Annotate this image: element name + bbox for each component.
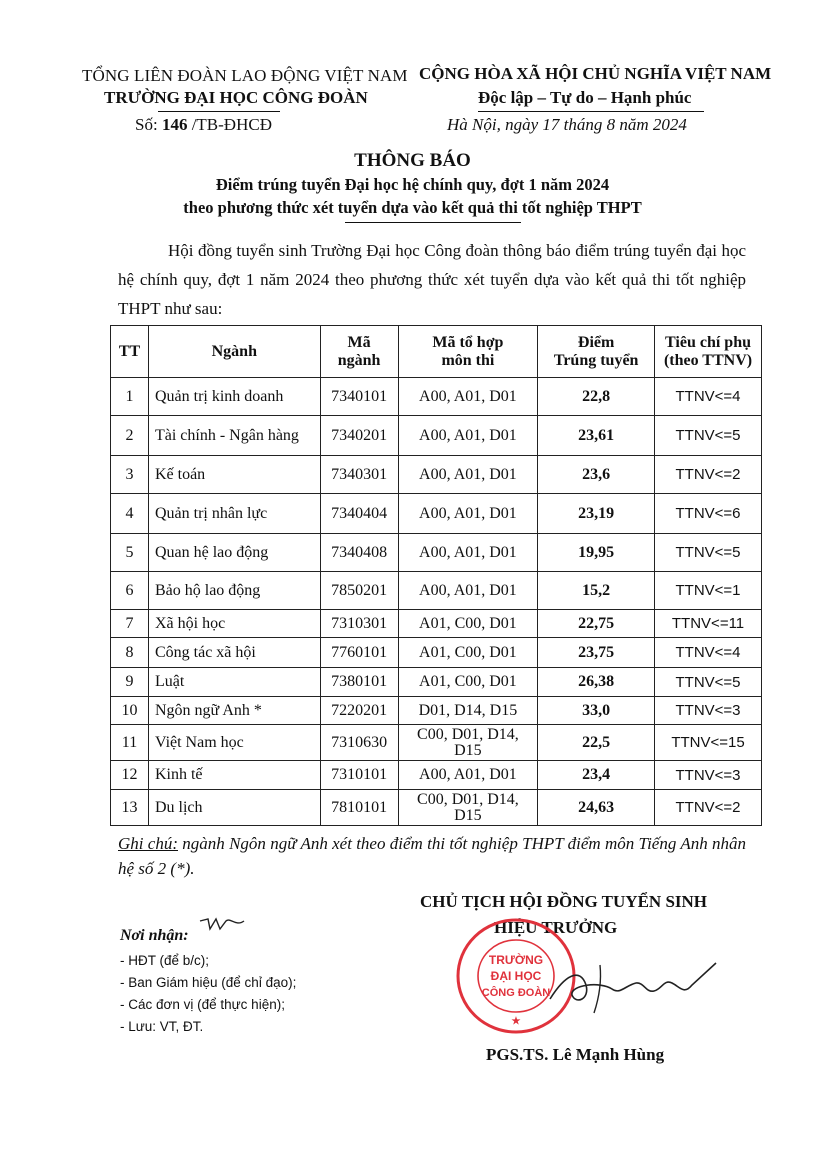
cell-tt: 10 bbox=[111, 697, 149, 725]
table-row bbox=[111, 761, 762, 790]
table-row bbox=[111, 697, 762, 725]
cell-score: 23,75 bbox=[538, 638, 655, 668]
cell-tt: 9 bbox=[111, 668, 149, 697]
cell-score: 22,75 bbox=[538, 610, 655, 638]
document-number-value: 146 bbox=[161, 115, 188, 134]
intro-paragraph: Hội đồng tuyển sinh Trường Đại học Công đoàn thông báo điểm trúng tuyển đại học hệ chính quy, đợt 1 năm 2024 theo phương thức xét tuyển dựa vào kết quả thi tốt nghiệp THPT như sau: bbox=[118, 241, 746, 318]
footnote-label: Ghi chú: bbox=[118, 834, 178, 853]
svg-text:TRƯỜNG: TRƯỜNG bbox=[488, 953, 544, 967]
cell-score: 22,5 bbox=[538, 725, 655, 761]
cell-criteria: TTNV<=5 bbox=[655, 668, 762, 697]
recipient-item: - Lưu: VT, ĐT. bbox=[120, 1019, 204, 1034]
svg-text:CÔNG ĐOÀN: CÔNG ĐOÀN bbox=[481, 987, 551, 999]
cell-tt: 2 bbox=[111, 416, 149, 456]
cell-criteria: TTNV<=5 bbox=[655, 416, 762, 456]
recipients-label: Nơi nhận: bbox=[120, 927, 189, 944]
cell-code: 7340404 bbox=[320, 494, 398, 534]
cell-criteria: TTNV<=2 bbox=[655, 456, 762, 494]
table-row bbox=[111, 725, 762, 761]
header-score bbox=[538, 326, 655, 378]
document-number bbox=[135, 115, 272, 135]
cell-score: 23,61 bbox=[538, 416, 655, 456]
cell-score: 19,95 bbox=[538, 534, 655, 572]
header-criteria-line2: (theo TTNV) bbox=[663, 351, 753, 369]
chair-title: CHỦ TỊCH HỘI ĐỒNG TUYỂN SINH bbox=[420, 892, 708, 911]
cell-code: 7310630 bbox=[320, 725, 398, 761]
cell-criteria: TTNV<=6 bbox=[655, 494, 762, 534]
cell-tt: 6 bbox=[111, 572, 149, 610]
svg-text:ĐẠI HỌC: ĐẠI HỌC bbox=[490, 969, 542, 983]
cell-combo: A00, A01, D01 bbox=[398, 416, 538, 456]
cell-tt: 5 bbox=[111, 534, 149, 572]
cell-tt: 12 bbox=[111, 761, 149, 790]
header-combo bbox=[398, 326, 538, 378]
cell-major: Xã hội học bbox=[148, 610, 320, 638]
cell-major: Việt Nam học bbox=[148, 725, 320, 761]
cell-code: 7310301 bbox=[320, 610, 398, 638]
cell-criteria: TTNV<=11 bbox=[655, 610, 762, 638]
table-header-row bbox=[111, 326, 762, 378]
cell-code: 7850201 bbox=[320, 572, 398, 610]
header-criteria-line1: Tiêu chí phụ bbox=[665, 333, 751, 351]
recipient-item: - Ban Giám hiệu (để chỉ đạo); bbox=[120, 975, 297, 990]
recipient-item: - Các đơn vị (để thực hiện); bbox=[120, 997, 285, 1012]
cell-major: Ngôn ngữ Anh * bbox=[148, 697, 320, 725]
initials-mark bbox=[198, 913, 246, 935]
cell-combo: A01, C00, D01 bbox=[398, 610, 538, 638]
title-underline bbox=[345, 222, 521, 223]
school-underline bbox=[158, 111, 280, 112]
cell-combo: A00, A01, D01 bbox=[398, 456, 538, 494]
header-score-line1: Điểm bbox=[577, 333, 615, 351]
table-body bbox=[111, 378, 762, 826]
cell-combo: A00, A01, D01 bbox=[398, 494, 538, 534]
cell-score: 15,2 bbox=[538, 572, 655, 610]
document-date: Hà Nội, ngày 17 tháng 8 năm 2024 bbox=[447, 115, 687, 134]
cell-score: 22,8 bbox=[538, 378, 655, 416]
table-row bbox=[111, 416, 762, 456]
header-combo-line2: môn thi bbox=[441, 351, 495, 369]
cell-major: Quản trị kinh doanh bbox=[148, 378, 320, 416]
cell-code: 7340101 bbox=[320, 378, 398, 416]
recipients-list bbox=[120, 950, 296, 1038]
cell-major: Kinh tế bbox=[148, 761, 320, 790]
cell-major: Quan hệ lao động bbox=[148, 534, 320, 572]
cell-tt: 3 bbox=[111, 456, 149, 494]
cell-combo: A01, C00, D01 bbox=[398, 668, 538, 697]
cell-tt: 4 bbox=[111, 494, 149, 534]
cell-combo: A01, C00, D01 bbox=[398, 638, 538, 668]
national-motto: Độc lập – Tự do – Hạnh phúc bbox=[478, 88, 692, 107]
cell-tt: 8 bbox=[111, 638, 149, 668]
table-row bbox=[111, 790, 762, 826]
cell-score: 24,63 bbox=[538, 790, 655, 826]
cell-criteria: TTNV<=4 bbox=[655, 638, 762, 668]
cell-code: 7340301 bbox=[320, 456, 398, 494]
cell-criteria: TTNV<=3 bbox=[655, 761, 762, 790]
cell-criteria: TTNV<=15 bbox=[655, 725, 762, 761]
cell-code: 7310101 bbox=[320, 761, 398, 790]
recipient-item: - HĐT (để b/c); bbox=[120, 953, 210, 968]
cell-criteria: TTNV<=2 bbox=[655, 790, 762, 826]
cell-tt: 11 bbox=[111, 725, 149, 761]
handwritten-signature bbox=[540, 955, 720, 1015]
document-subtitle-line2: theo phương thức xét tuyển dựa vào kết quả thi tốt nghiệp THPT bbox=[183, 198, 642, 217]
header-major: Ngành bbox=[148, 326, 320, 378]
cell-code: 7340201 bbox=[320, 416, 398, 456]
cell-tt: 7 bbox=[111, 610, 149, 638]
motto-underline bbox=[478, 111, 704, 112]
footnote-text: ngành Ngôn ngữ Anh xét theo điểm thi tốt nghiệp THPT điểm môn Tiếng Anh nhân hệ số 2 (*). bbox=[118, 834, 746, 878]
cell-tt: 13 bbox=[111, 790, 149, 826]
table-row bbox=[111, 456, 762, 494]
table-row bbox=[111, 610, 762, 638]
cell-criteria: TTNV<=1 bbox=[655, 572, 762, 610]
cell-score: 23,19 bbox=[538, 494, 655, 534]
cell-code: 7760101 bbox=[320, 638, 398, 668]
school-name: TRƯỜNG ĐẠI HỌC CÔNG ĐOÀN bbox=[104, 88, 368, 107]
cell-major: Tài chính - Ngân hàng bbox=[148, 416, 320, 456]
cell-combo: C00, D01, D14, D15 bbox=[398, 790, 538, 826]
header-criteria bbox=[655, 326, 762, 378]
cell-tt: 1 bbox=[111, 378, 149, 416]
cell-criteria: TTNV<=5 bbox=[655, 534, 762, 572]
document-number-suffix: /TB-ĐHCĐ bbox=[191, 115, 272, 134]
header-tt: TT bbox=[111, 326, 149, 378]
table-row bbox=[111, 378, 762, 416]
table-row bbox=[111, 572, 762, 610]
cell-score: 26,38 bbox=[538, 668, 655, 697]
signer-name: PGS.TS. Lê Mạnh Hùng bbox=[486, 1045, 665, 1064]
header-code-line1: Mã bbox=[347, 333, 371, 351]
rector-title: HIỆU TRƯỞNG bbox=[494, 918, 618, 937]
cell-combo: D01, D14, D15 bbox=[398, 697, 538, 725]
cell-criteria: TTNV<=3 bbox=[655, 697, 762, 725]
header-score-line2: Trúng tuyển bbox=[553, 351, 639, 369]
nation-title: CỘNG HÒA XÃ HỘI CHỦ NGHĨA VIỆT NAM bbox=[419, 64, 772, 83]
admission-scores-table bbox=[110, 325, 762, 826]
document-title: THÔNG BÁO bbox=[354, 150, 471, 171]
table-row bbox=[111, 668, 762, 697]
cell-criteria: TTNV<=4 bbox=[655, 378, 762, 416]
cell-combo: A00, A01, D01 bbox=[398, 378, 538, 416]
cell-code: 7810101 bbox=[320, 790, 398, 826]
table-row bbox=[111, 534, 762, 572]
cell-combo: A00, A01, D01 bbox=[398, 534, 538, 572]
svg-text:★: ★ bbox=[511, 1016, 521, 1027]
cell-major: Công tác xã hội bbox=[148, 638, 320, 668]
cell-code: 7380101 bbox=[320, 668, 398, 697]
cell-major: Luật bbox=[148, 668, 320, 697]
cell-score: 23,6 bbox=[538, 456, 655, 494]
cell-combo: C00, D01, D14, D15 bbox=[398, 725, 538, 761]
cell-combo: A00, A01, D01 bbox=[398, 761, 538, 790]
cell-score: 33,0 bbox=[538, 697, 655, 725]
header-code bbox=[320, 326, 398, 378]
document-subtitle-line1: Điểm trúng tuyển Đại học hệ chính quy, đợt 1 năm 2024 bbox=[215, 175, 610, 194]
cell-score: 23,4 bbox=[538, 761, 655, 790]
cell-combo: A00, A01, D01 bbox=[398, 572, 538, 610]
cell-code: 7340408 bbox=[320, 534, 398, 572]
cell-major: Kế toán bbox=[148, 456, 320, 494]
cell-major: Du lịch bbox=[148, 790, 320, 826]
header-code-line2: ngành bbox=[337, 351, 381, 369]
header-combo-line1: Mã tổ hợp bbox=[432, 333, 504, 351]
table-row bbox=[111, 494, 762, 534]
footnote bbox=[118, 831, 746, 881]
organization-name: TỔNG LIÊN ĐOÀN LAO ĐỘNG VIỆT NAM bbox=[82, 66, 408, 85]
cell-major: Quản trị nhân lực bbox=[148, 494, 320, 534]
cell-major: Bảo hộ lao động bbox=[148, 572, 320, 610]
document-number-prefix: Số: bbox=[135, 115, 158, 134]
cell-code: 7220201 bbox=[320, 697, 398, 725]
table-row bbox=[111, 638, 762, 668]
